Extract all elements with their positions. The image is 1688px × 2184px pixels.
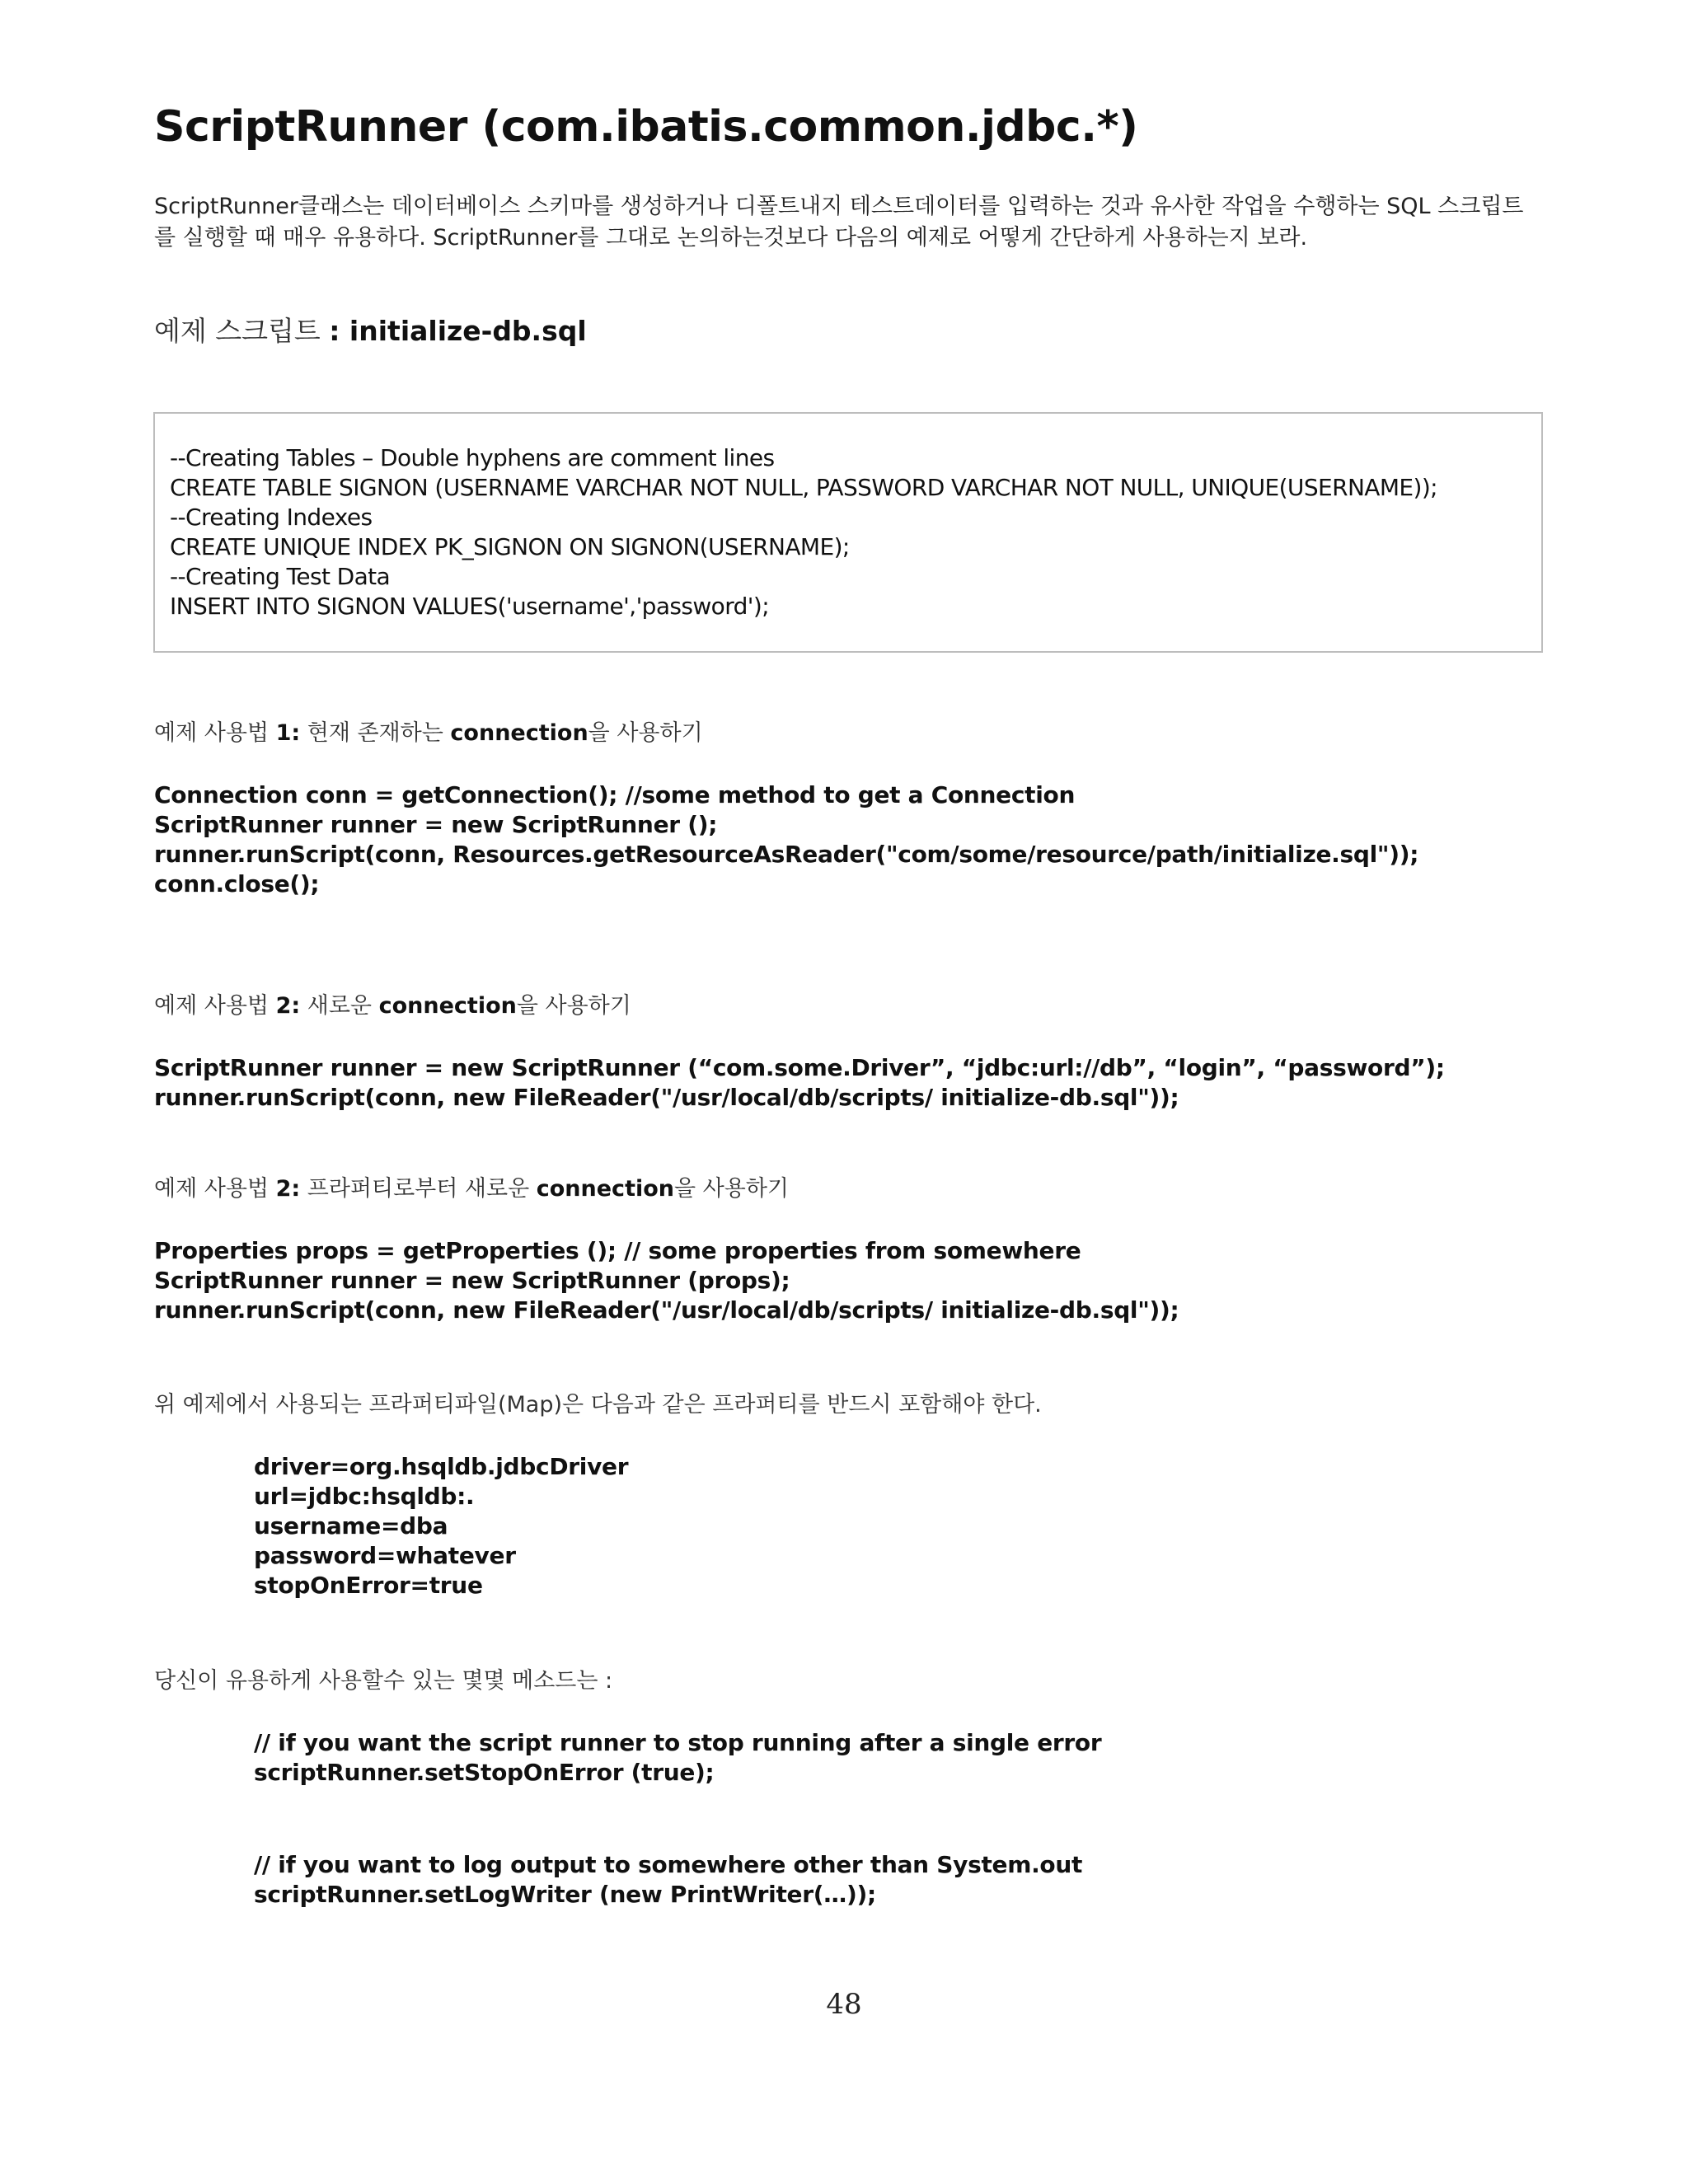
usage3-label-b: 2: xyxy=(275,1176,301,1202)
method-call: scriptRunner.setLogWriter (new PrintWriter(…)); xyxy=(254,1881,876,1908)
usage1-label-e: 을 사용하기 xyxy=(588,720,703,746)
usage1-code-line: runner.runScript(conn, Resources.getResourceAsReader("com/some/resource/path/initialize.sql")); xyxy=(154,841,1419,868)
usage1-label-a: 예제 사용법 xyxy=(154,720,276,746)
usage2-label-a: 예제 사용법 xyxy=(154,993,276,1019)
usage3-label-e: 을 사용하기 xyxy=(674,1176,789,1202)
method-comment: // if you want the script runner to stop running after a single error xyxy=(254,1729,1102,1756)
usage2-label-b: 2: xyxy=(275,993,301,1019)
method-call: scriptRunner.setStopOnError (true); xyxy=(254,1759,715,1786)
usage2-label-e: 을 사용하기 xyxy=(516,993,631,1019)
usage1-code-line: conn.close(); xyxy=(154,870,320,898)
usage3-code-line: ScriptRunner runner = new ScriptRunner (props); xyxy=(154,1267,790,1294)
usage2-label xyxy=(154,991,631,1021)
usage1-code-line: ScriptRunner runner = new ScriptRunner (); xyxy=(154,811,718,838)
usage2-code-line: runner.runScript(conn, new FileReader("/usr/local/db/scripts/ initialize-db.sql")); xyxy=(154,1084,1179,1111)
usage3-label-d: connection xyxy=(536,1176,674,1202)
script-line: CREATE TABLE SIGNON (USERNAME VARCHAR NOT NULL, PASSWORD VARCHAR NOT NULL, UNIQUE(USERNAME)); xyxy=(170,474,1437,501)
properties-note: 위 예제에서 사용되는 프라퍼티파일(Map)은 다음과 같은 프라퍼티를 반드시 포함해야 한다. xyxy=(154,1392,1042,1418)
usage1-label-b: 1: xyxy=(275,720,301,746)
property-line: driver=org.hsqldb.jdbcDriver xyxy=(254,1453,629,1480)
script-line: --Creating Test Data xyxy=(170,563,391,590)
property-line: stopOnError=true xyxy=(254,1572,483,1599)
usage3-code-line: Properties props = getProperties (); // some properties from somewhere xyxy=(154,1237,1081,1264)
usage1-label-d: connection xyxy=(450,720,588,746)
property-line: username=dba xyxy=(254,1512,448,1540)
usage3-label-a: 예제 사용법 xyxy=(154,1176,276,1202)
script-label xyxy=(154,313,587,349)
script-label-prefix: 예제 스크립트 xyxy=(154,315,330,347)
methods-note: 당신이 유용하게 사용할수 있는 몇몇 메소드는 : xyxy=(154,1668,613,1694)
usage3-label xyxy=(154,1174,789,1204)
usage1-label xyxy=(154,719,703,748)
script-line: --Creating Tables – Double hyphens are comment lines xyxy=(170,444,775,471)
intro-paragraph: ScriptRunner클래스는 데이터베이스 스키마를 생성하거나 디폴트내지 테스트데이터를 입력하는 것과 유사한 작업을 수행하는 SQL 스크립트를 실행할 때 매우 유용하다. ScriptRunner를 그대로 논의하는것보다 다음의 예제로 어떻게 간단하게 사용하는지 보라. xyxy=(154,194,1524,251)
usage1-label-c: 현재 존재하는 xyxy=(300,720,451,746)
page-title: ScriptRunner (com.ibatis.common.jdbc.*) xyxy=(154,102,1138,152)
script-label-name: : initialize-db.sql xyxy=(329,315,587,347)
usage2-label-d: connection xyxy=(378,993,517,1019)
usage1-code-line: Connection conn = getConnection(); //some method to get a Connection xyxy=(154,781,1076,808)
script-line: CREATE UNIQUE INDEX PK_SIGNON ON SIGNON(USERNAME); xyxy=(170,533,850,560)
script-line: --Creating Indexes xyxy=(170,504,373,531)
method-comment: // if you want to log output to somewhere other than System.out xyxy=(254,1851,1083,1878)
usage3-label-c: 프라퍼티로부터 새로운 xyxy=(300,1176,537,1202)
usage2-label-c: 새로운 xyxy=(300,993,379,1019)
page-number: 48 xyxy=(826,1988,862,2021)
property-line: url=jdbc:hsqldb:. xyxy=(254,1483,475,1510)
property-line: password=whatever xyxy=(254,1542,516,1569)
script-line: INSERT INTO SIGNON VALUES('username','password'); xyxy=(170,593,770,620)
usage3-code-line: runner.runScript(conn, new FileReader("/usr/local/db/scripts/ initialize-db.sql")); xyxy=(154,1296,1179,1324)
usage2-code-line: ScriptRunner runner = new ScriptRunner (“com.some.Driver”, “jdbc:url://db”, “login”, “password”); xyxy=(154,1054,1445,1081)
sql-script-box xyxy=(153,412,1543,653)
